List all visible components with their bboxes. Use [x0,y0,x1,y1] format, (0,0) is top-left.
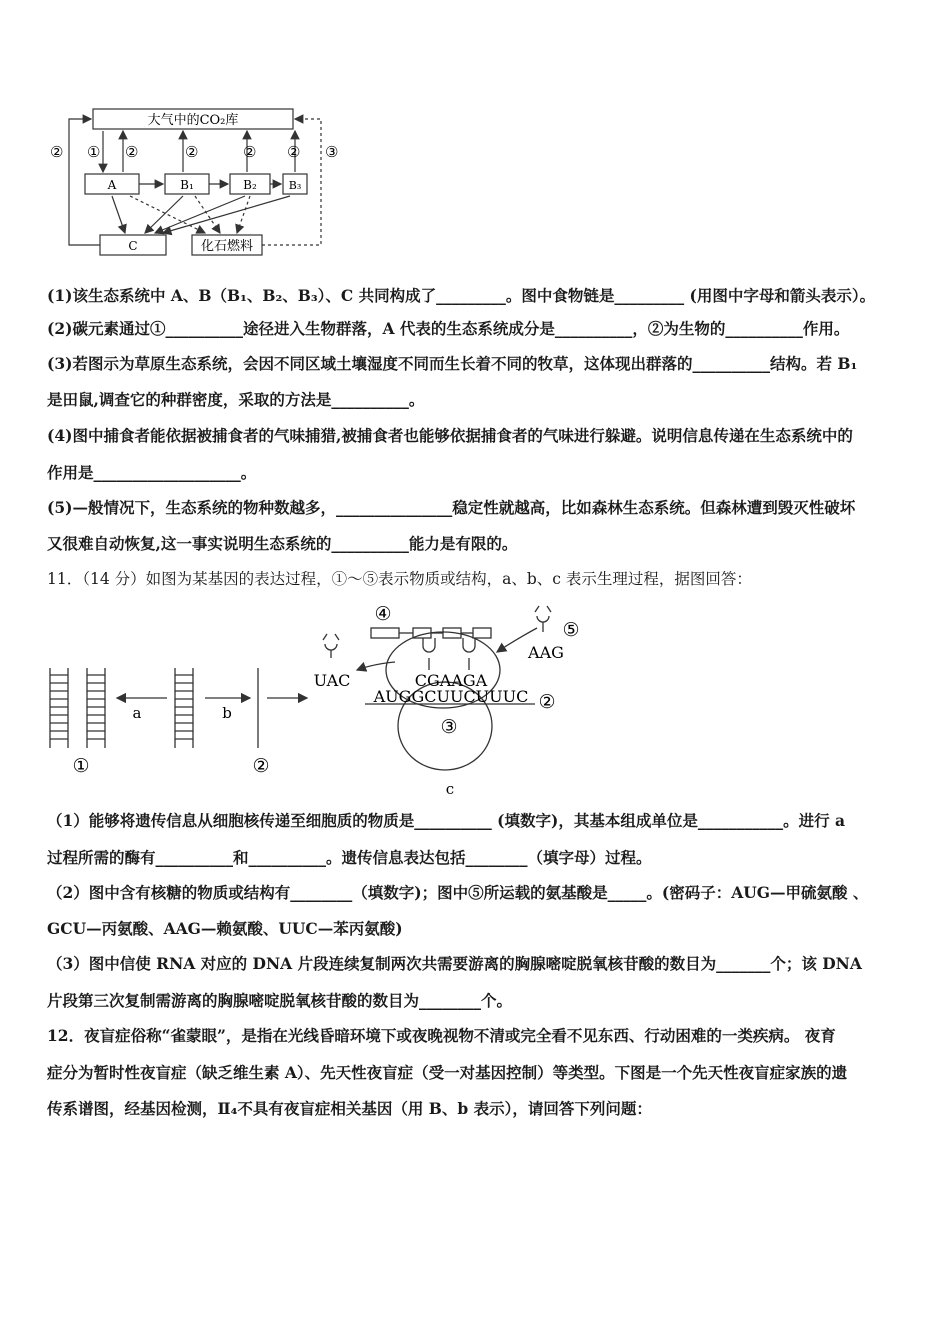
q10-line-7: (5)—般情况下，生态系统的物种数越多，_______________稳定性就越高，比如森林生态系统。但森林遭到毁灭性破坏 [47,498,856,517]
q11-line-2: 过程所需的酶有__________和__________。遗传信息表达包括________（填字母）过程。 [47,848,652,867]
q12-line-2: 症分为暂时性夜盲症（缺乏维生素 A）、先天性夜盲症（受一对基因控制）等类型。下图是一个先天性夜盲症家族的遗 [47,1063,848,1082]
q10-line-3: (3)若图示为草原生态系统，会因不同区域土壤湿度不同而生长着不同的牧草，这体现出群落的__________结构。若 B₁ [47,354,858,373]
node-b2-label: B₂ [243,178,257,192]
mark-2-a: ② [125,143,139,161]
node-b1-label: B₁ [180,178,194,192]
anticodon-label: CGAAGA [414,671,488,690]
q10-line-1: (1)该生态系统中 A、B（B₁、B₂、B₃）、C 共同构成了_________。图中食物链是_________ (用图中字母和箭头表示）。 [47,286,876,305]
q12-line-3: 传系谱图，经基因检测，Ⅱ₄不具有夜盲症相关基因（用 B、b 表示），请回答下列问题： [47,1099,652,1118]
q10-line-6: 作用是___________________。 [47,463,257,482]
q10-line-5: (4)图中捕食者能依据被捕食者的气味捕猎,被捕食者也能够依据捕食者的气味进行躲避。说明信息传递在生态系统中的 [47,426,853,445]
mrna-sequence: AUGGCUUCUUUC [373,687,529,706]
circle-1: ① [72,755,90,777]
node-b3-label: B₃ [288,179,302,192]
circle-3: ③ [440,716,458,738]
circle-2-left: ② [252,755,270,777]
label-c: c [445,780,455,798]
q10-line-2: (2)碳元素通过①__________途径进入生物群落，A 代表的生态系统成分是__________，②为生物的__________作用。 [47,319,850,338]
node-fossil-label: 化石燃料 [200,239,254,254]
q10-line-4: 是田鼠,调查它的种群密度，采取的方法是__________。 [47,390,425,409]
mark-2-b3: ② [287,143,301,161]
carbon-cycle-diagram [45,100,355,262]
uac-label: UAC [313,671,351,690]
mark-3: ③ [325,143,339,161]
q11-line-4: GCU—丙氨酸、AAG—赖氨酸、UUC—苯丙氨酸) [47,919,403,938]
gene-expression-diagram [45,600,605,800]
q11-line-3: （2）图中含有核糖的物质或结构有________（填数字)；图中⑤所运载的氨基酸是_____。(密码子：AUG—甲硫氨酸 、 [47,883,869,902]
q10-line-8: 又很难自动恢复,这一事实说明生态系统的__________能力是有限的。 [47,534,518,553]
mark-2-b2: ② [243,143,257,161]
label-a: a [132,704,142,722]
node-c-label: C [128,239,138,253]
label-b: b [222,704,232,722]
circle-2-right: ② [538,691,556,713]
q11-stem: 11．（14 分）如图为某基因的表达过程，①～⑤表示物质或结构，a、b、c 表示生理过程，据图回答： [47,570,752,588]
mark-2-left: ② [50,143,64,161]
atmosphere-label: 大气中的CO₂库 [147,113,239,128]
node-a-label: A [107,178,117,192]
q12-line-1: 12．夜盲症俗称“雀蒙眼”，是指在光线昏暗环境下或夜晚视物不清或完全看不见东西、行动困难的一类疾病。 夜育 [47,1026,836,1045]
q11-line-1: （1）能够将遗传信息从细胞核传递至细胞质的物质是__________ (填数字)，其基本组成单位是___________。进行 a [47,811,846,830]
q11-line-6: 片段第三次复制需游离的胸腺嘧啶脱氧核苷酸的数目为________个。 [47,991,513,1010]
q11-line-5: （3）图中信使 RNA 对应的 DNA 片段连续复制两次共需要游离的胸腺嘧啶脱氧核苷酸的数目为_______个；该 DNA [47,954,862,973]
circle-5: ⑤ [562,619,580,641]
mark-1: ① [87,143,101,161]
aag-label: AAG [528,643,564,662]
mark-2-b1: ② [185,143,199,161]
circle-4: ④ [374,603,392,625]
